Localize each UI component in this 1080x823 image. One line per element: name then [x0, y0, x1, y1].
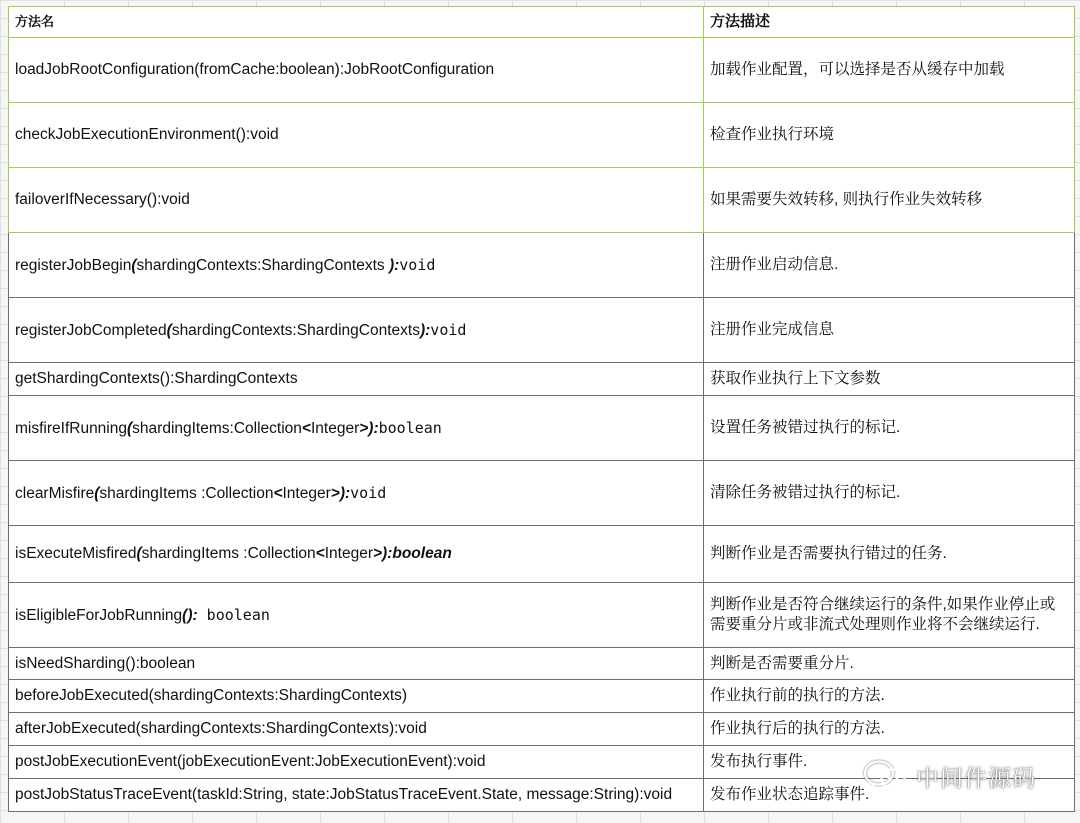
method-cell: checkJobExecutionEnvironment():void: [9, 103, 704, 168]
table-row: [9, 298, 1075, 363]
method-cell: postJobStatusTraceEvent(taskId:String, state:JobStatusTraceEvent.State, message:String):void: [9, 779, 704, 812]
description-cell: 设置任务被错过执行的标记.: [704, 396, 1075, 461]
method-cell: registerJobBegin(shardingContexts:ShardingContexts ):void: [9, 233, 704, 298]
description-cell: 发布执行事件.: [704, 746, 1075, 779]
description-cell: 如果需要失效转移, 则执行作业失效转移: [704, 168, 1075, 233]
method-cell: clearMisfire(shardingItems :Collection<Integer>):void: [9, 461, 704, 526]
method-cell: getShardingContexts():ShardingContexts: [9, 363, 704, 396]
table-row: [9, 168, 1075, 233]
table-row: [9, 103, 1075, 168]
method-cell: isNeedSharding():boolean: [9, 648, 704, 680]
description-cell: 判断是否需要重分片.: [704, 648, 1075, 680]
description-cell: 判断作业是否需要执行错过的任务.: [704, 526, 1075, 583]
description-cell: 作业执行后的执行的方法.: [704, 713, 1075, 746]
method-table: [8, 6, 1075, 812]
description-cell: 作业执行前的执行的方法.: [704, 680, 1075, 713]
watermark-text: 中间件源码: [916, 764, 1036, 791]
method-cell: loadJobRootConfiguration(fromCache:boolean):JobRootConfiguration: [9, 38, 704, 103]
table-row: [9, 363, 1075, 396]
description-cell: 获取作业执行上下文参数: [704, 363, 1075, 396]
table-row: [9, 526, 1075, 583]
method-cell: afterJobExecuted(shardingContexts:ShardingContexts):void: [9, 713, 704, 746]
table-row: [9, 396, 1075, 461]
description-cell: 清除任务被错过执行的标记.: [704, 461, 1075, 526]
table-row: [9, 583, 1075, 648]
method-cell: misfireIfRunning(shardingItems:Collection<Integer>):boolean: [9, 396, 704, 461]
method-cell: isExecuteMisfired(shardingItems :Collection<Integer>):boolean: [9, 526, 704, 583]
description-cell: 判断作业是否符合继续运行的条件,如果作业停止或需要重分片或非流式处理则作业将不会继续运行.: [704, 583, 1075, 648]
table-row: [9, 38, 1075, 103]
method-cell: postJobExecutionEvent(jobExecutionEvent:JobExecutionEvent):void: [9, 746, 704, 779]
header-method-name: 方法名: [9, 7, 704, 38]
table-row: [9, 713, 1075, 746]
table-row: [9, 680, 1075, 713]
method-cell: beforeJobExecuted(shardingContexts:ShardingContexts): [9, 680, 704, 713]
description-cell: 注册作业启动信息.: [704, 233, 1075, 298]
description-cell: 检查作业执行环境: [704, 103, 1075, 168]
header-method-description: 方法描述: [704, 7, 1075, 38]
method-cell: failoverIfNecessary():void: [9, 168, 704, 233]
wechat-icon: [862, 759, 908, 793]
table-row: [9, 461, 1075, 526]
description-cell: 加载作业配置，可以选择是否从缓存中加载: [704, 38, 1075, 103]
method-cell: isEligibleForJobRunning(): boolean: [9, 583, 704, 648]
method-cell: registerJobCompleted(shardingContexts:ShardingContexts):void: [9, 298, 704, 363]
description-cell: 发布作业状态追踪事件.: [704, 779, 1075, 812]
table-row: [9, 233, 1075, 298]
table-header-row: [9, 7, 1075, 38]
description-cell: 注册作业完成信息: [704, 298, 1075, 363]
table-row: [9, 648, 1075, 680]
watermark: [862, 758, 1052, 794]
